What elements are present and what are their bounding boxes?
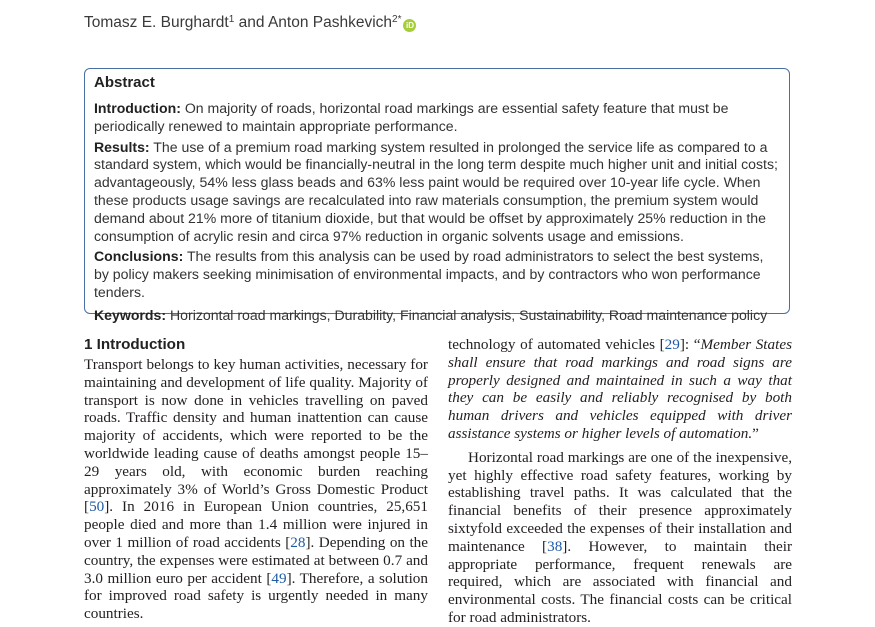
quote-close: ” (752, 424, 759, 442)
author-2-affiliation: 2* (392, 14, 402, 25)
introduction-text: On majority of roads, horizontal road markings are essential safety feature that must be periodically renewed to maintain appropriate performance. (94, 100, 729, 134)
introduction-label: Introduction: (94, 100, 181, 116)
citation-link-50[interactable]: 50 (89, 498, 105, 516)
abstract-results (94, 139, 780, 246)
citation-link-38[interactable]: 38 (547, 537, 563, 555)
regulation-quote: Member States shall ensure that road markings and road signs are properly designed and maintained in such a way that they can be easily and reliably recognised by both human drivers and vehicles equipped with driver assistance systems or higher levels of automation. (448, 336, 792, 442)
intro-text-1: Transport belongs to key human activities, necessary for maintaining and development of life quality. Majority of transport is now done in vehicles travelling on paved roads. Traffic density and human inattention can cause majority of accidents, which were reported to be the worldwide leading cause of deaths amongst people 15–29 years old, with economic burden reaching approximately 3% of World’s Gross Domestic Product [ (84, 356, 428, 516)
citation-link-49[interactable]: 49 (271, 569, 287, 587)
right-column (448, 336, 792, 627)
abstract-conclusions (94, 248, 780, 301)
quote-paragraph (448, 336, 792, 443)
abstract-keywords (94, 307, 780, 325)
intro-paragraph-1 (84, 356, 428, 623)
conclusions-label: Conclusions: (94, 248, 184, 265)
intro-text-3: ]. Depending on the country, the expenses were estimated at between 0.7 and 3.0 million euro per accident [ (84, 533, 429, 587)
results-text: The use of a premium road marking system resulted in prolonged the service life as compared to a standard system, which would be financially-neutral in the long term despite much higher unit and initial costs; advantageously, 54% less glass beads and 63% less paint would be required over 10-year life cycle. When these products usage savings are recalculated into raw materials consumption, the premium system would demand about 21% more of titanium dioxide, but that would be offset by approximately 25% reduction in the consumption of acrylic resin and circa 97% reduction in organic solvents usage and emissions. (94, 138, 778, 244)
results-label: Results: (94, 138, 150, 155)
intro-text-2: ]. In 2016 in European Union countries, 25,651 people died and more than 1.4 million were injured in over 1 million of road accidents [ (84, 498, 428, 551)
keywords-label: Keywords: (94, 306, 167, 323)
abstract-box (84, 68, 790, 323)
markings-text-2: ]. However, to maintain their appropriate performance, frequent renewals are required, which are associated with financial and environmental costs. The financial costs can be critical for road administrators. (448, 537, 793, 626)
quote-open: ]: “ (679, 336, 701, 353)
author-1-name: Tomasz E. Burghardt (84, 14, 229, 31)
citation-link-29[interactable]: 29 (664, 336, 680, 353)
conclusions-text: The results from this analysis can be used by road administrators to select the best systems, by policy makers seeking minimisation of environmental impacts, and by contractors who won performance tenders. (94, 248, 764, 300)
author-1-affiliation: 1 (228, 14, 235, 25)
abstract-title: Abstract (94, 74, 155, 91)
author-line (84, 14, 416, 32)
left-column (84, 336, 428, 623)
author-conjunction: and (238, 14, 265, 31)
quote-lead: technology of automated vehicles [ (448, 336, 665, 353)
keywords-text: Horizontal road markings, Durability, Financial analysis, Sustainability, Road maintenance policy (169, 306, 768, 323)
orcid-icon[interactable]: iD (403, 19, 416, 32)
citation-link-28[interactable]: 28 (290, 533, 306, 551)
section-heading-introduction: 1 Introduction (84, 336, 186, 353)
markings-paragraph (448, 449, 792, 627)
abstract-introduction (94, 100, 780, 136)
markings-text-1: Horizontal road markings are one of the inexpensive, yet highly effective road safety features, working by establishing travel paths. It was calculated that the financial benefits of their presence approximately sixtyfold exceeded the expenses of their installation and maintenance [ (448, 448, 792, 555)
intro-text-4: ]. Therefore, a solution for improved road safety is urgently needed in many countries. (84, 569, 428, 623)
author-2-name: Anton Pashkevich (267, 14, 393, 31)
